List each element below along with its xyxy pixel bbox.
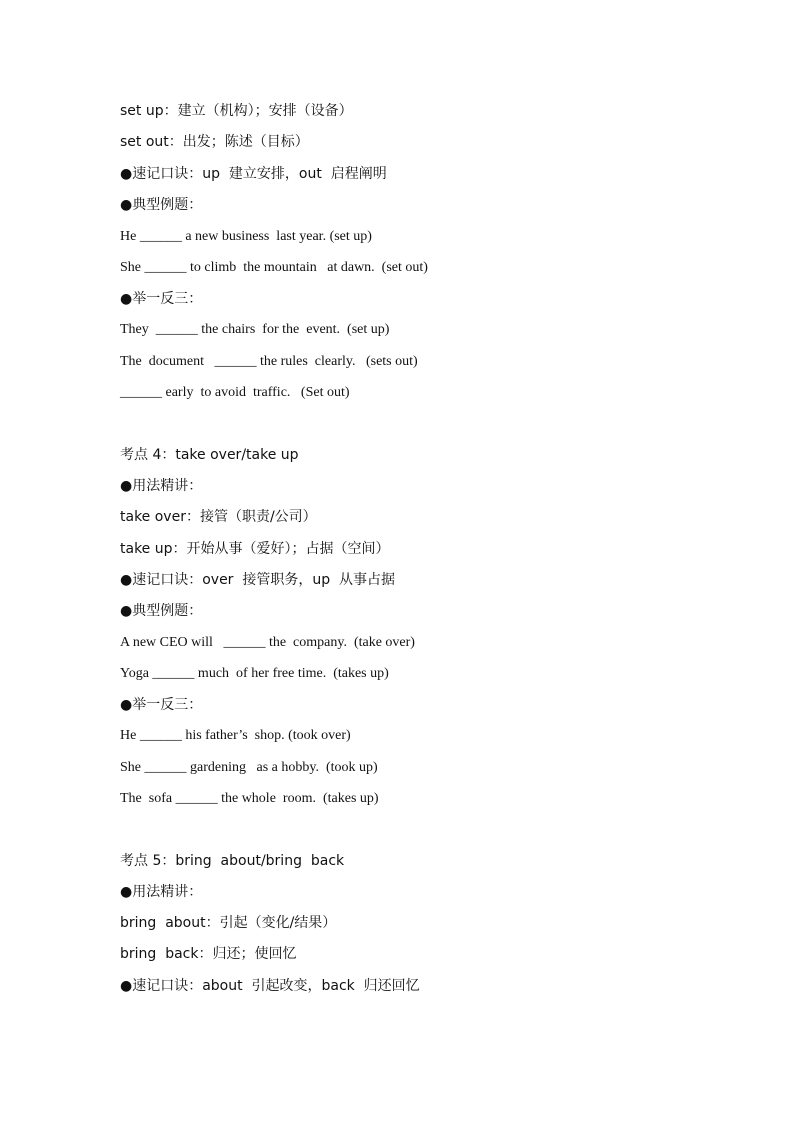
subheading-practice: ●举一反三： <box>120 697 203 713</box>
subheading-practice: ●举一反三： <box>120 291 203 307</box>
mnemonic-line: ●速记口诀：about 引起改变，back 归还回忆 <box>120 978 420 994</box>
definition-line: set out：出发；陈述（目标） <box>120 134 309 150</box>
example-sentence: A new CEO will ______ the company. (take over) <box>120 635 415 650</box>
section-heading: 考点 4：take over/take up <box>120 447 299 463</box>
definition-line: bring back：归还；使回忆 <box>120 946 297 962</box>
subheading-usage: ●用法精讲： <box>120 884 203 900</box>
definition-line: set up：建立（机构）；安排（设备） <box>120 103 353 119</box>
definition-line: take over：接管（职责/公司） <box>120 509 317 525</box>
example-sentence: Yoga ______ much of her free time. (takes up) <box>120 666 389 681</box>
practice-sentence: The document ______ the rules clearly. (sets out) <box>120 354 418 369</box>
mnemonic-line: ●速记口诀：up 建立安排，out 启程阐明 <box>120 166 387 182</box>
practice-sentence: ______ early to avoid traffic. (Set out) <box>120 385 350 400</box>
practice-sentence: They ______ the chairs for the event. (set up) <box>120 322 390 337</box>
example-sentence: He ______ a new business last year. (set up) <box>120 229 372 244</box>
mnemonic-line: ●速记口诀：over 接管职务，up 从事占据 <box>120 572 395 588</box>
definition-line: bring about：引起（变化/结果） <box>120 915 337 931</box>
subheading-examples: ●典型例题： <box>120 603 203 619</box>
subheading-usage: ●用法精讲： <box>120 478 203 494</box>
practice-sentence: She ______ gardening as a hobby. (took up) <box>120 760 378 775</box>
practice-sentence: He ______ his father’s shop. (took over) <box>120 728 351 743</box>
subheading-examples: ●典型例题： <box>120 197 203 213</box>
example-sentence: She ______ to climb the mountain at dawn. (set out) <box>120 260 428 275</box>
definition-line: take up：开始从事（爱好）；占据（空间） <box>120 541 390 557</box>
practice-sentence: The sofa ______ the whole room. (takes up) <box>120 791 379 806</box>
section-heading: 考点 5：bring about/bring back <box>120 853 345 869</box>
